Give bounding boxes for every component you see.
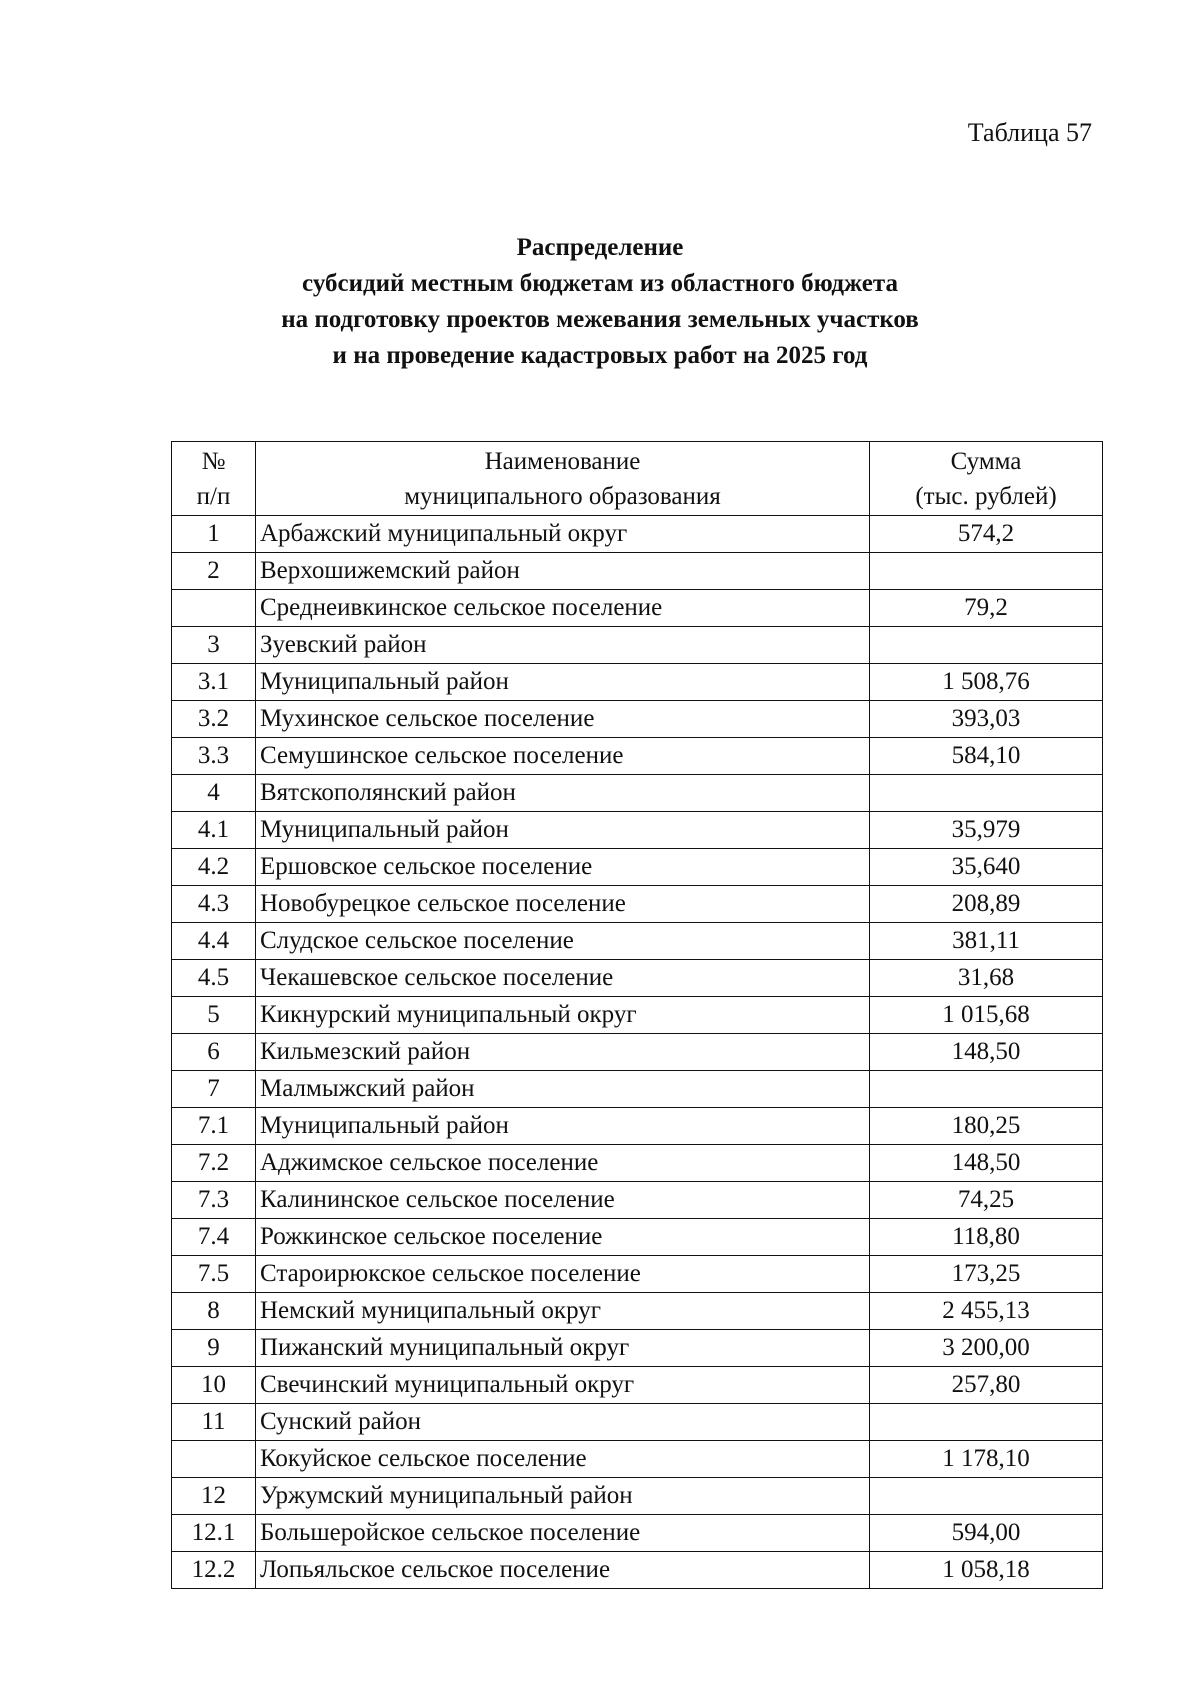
row-name: Муниципальный район <box>256 1108 870 1145</box>
table-row <box>172 1182 1103 1219</box>
row-name: Муниципальный район <box>256 812 870 849</box>
row-number: 3.2 <box>172 701 256 738</box>
row-number <box>172 1441 256 1478</box>
row-name: Пижанский муниципальный округ <box>256 1330 870 1367</box>
row-name: Малмыжский район <box>256 1071 870 1108</box>
row-name: Ершовское сельское поселение <box>256 849 870 886</box>
row-number <box>172 590 256 627</box>
row-sum: 381,11 <box>870 923 1103 960</box>
title-line: на подготовку проектов межевания земельных участков <box>281 306 919 333</box>
row-name: Кикнурский муниципальный округ <box>256 997 870 1034</box>
row-sum: 1 508,76 <box>870 664 1103 701</box>
subsidy-table <box>171 441 1103 1589</box>
table-row <box>172 1034 1103 1071</box>
row-sum: 1 058,18 <box>870 1552 1103 1589</box>
row-name: Уржумский муниципальный район <box>256 1478 870 1515</box>
row-number: 4.3 <box>172 886 256 923</box>
row-name: Аджимское сельское поселение <box>256 1145 870 1182</box>
table-row <box>172 1293 1103 1330</box>
row-sum: 3 200,00 <box>870 1330 1103 1367</box>
row-sum: 173,25 <box>870 1256 1103 1293</box>
row-sum: 35,979 <box>870 812 1103 849</box>
table-row <box>172 627 1103 664</box>
row-name: Мухинское сельское поселение <box>256 701 870 738</box>
table-row <box>172 960 1103 997</box>
table-header-row <box>172 442 1103 516</box>
table-row <box>172 1071 1103 1108</box>
row-name: Семушинское сельское поселение <box>256 738 870 775</box>
row-name: Немский муниципальный округ <box>256 1293 870 1330</box>
row-sum: 148,50 <box>870 1145 1103 1182</box>
row-name: Среднеивкинское сельское поселение <box>256 590 870 627</box>
row-number: 7.3 <box>172 1182 256 1219</box>
row-name: Кокуйское сельское поселение <box>256 1441 870 1478</box>
row-number: 6 <box>172 1034 256 1071</box>
row-name: Новобурецкое сельское поселение <box>256 886 870 923</box>
row-name: Калининское сельское поселение <box>256 1182 870 1219</box>
document-title <box>0 230 1200 374</box>
title-line: и на проведение кадастровых работ на 2025 год <box>332 342 868 369</box>
row-sum: 584,10 <box>870 738 1103 775</box>
table-row <box>172 997 1103 1034</box>
row-name: Верхошижемский район <box>256 553 870 590</box>
row-number: 2 <box>172 553 256 590</box>
row-number: 12.1 <box>172 1515 256 1552</box>
row-number: 5 <box>172 997 256 1034</box>
row-number: 12 <box>172 1478 256 1515</box>
row-name: Староирюкское сельское поселение <box>256 1256 870 1293</box>
row-sum: 1 178,10 <box>870 1441 1103 1478</box>
row-sum: 574,2 <box>870 516 1103 553</box>
table-row <box>172 1478 1103 1515</box>
row-sum <box>870 775 1103 812</box>
row-name: Свечинский муниципальный округ <box>256 1367 870 1404</box>
row-name: Арбажский муниципальный округ <box>256 516 870 553</box>
row-sum <box>870 553 1103 590</box>
table-row <box>172 1108 1103 1145</box>
row-sum: 180,25 <box>870 1108 1103 1145</box>
title-line: Распределение <box>516 234 684 261</box>
header-number-line: № <box>201 447 226 475</box>
table-row <box>172 849 1103 886</box>
row-name: Кильмезский район <box>256 1034 870 1071</box>
header-sum-line: Сумма <box>950 447 1022 475</box>
table-row <box>172 1367 1103 1404</box>
row-sum <box>870 1404 1103 1441</box>
row-number: 7 <box>172 1071 256 1108</box>
row-sum: 35,640 <box>870 849 1103 886</box>
header-name-line: Наименование <box>484 447 641 475</box>
row-number: 3.1 <box>172 664 256 701</box>
row-sum: 74,25 <box>870 1182 1103 1219</box>
table-row <box>172 923 1103 960</box>
header-name-line: муниципального образования <box>404 482 721 510</box>
table-row <box>172 775 1103 812</box>
row-name: Сунский район <box>256 1404 870 1441</box>
row-sum: 594,00 <box>870 1515 1103 1552</box>
row-name: Слудское сельское поселение <box>256 923 870 960</box>
row-sum <box>870 627 1103 664</box>
row-number: 3 <box>172 627 256 664</box>
header-number <box>172 442 256 516</box>
table-row <box>172 664 1103 701</box>
table-row <box>172 1256 1103 1293</box>
header-name <box>256 442 870 516</box>
row-sum: 79,2 <box>870 590 1103 627</box>
row-number: 4 <box>172 775 256 812</box>
row-number: 10 <box>172 1367 256 1404</box>
row-number: 7.5 <box>172 1256 256 1293</box>
table-caption: Таблица 57 <box>967 118 1092 147</box>
row-number: 11 <box>172 1404 256 1441</box>
row-sum <box>870 1071 1103 1108</box>
row-sum: 2 455,13 <box>870 1293 1103 1330</box>
table-row <box>172 1330 1103 1367</box>
row-number: 4.4 <box>172 923 256 960</box>
table-row <box>172 812 1103 849</box>
header-number-line: п/п <box>196 482 231 510</box>
table-row <box>172 738 1103 775</box>
table-row <box>172 886 1103 923</box>
row-name: Муниципальный район <box>256 664 870 701</box>
table-row <box>172 1404 1103 1441</box>
table-row <box>172 516 1103 553</box>
row-number: 4.2 <box>172 849 256 886</box>
row-name: Лопьяльское сельское поселение <box>256 1552 870 1589</box>
table-row <box>172 1441 1103 1478</box>
row-name: Рожкинское сельское поселение <box>256 1219 870 1256</box>
header-sum <box>870 442 1103 516</box>
row-name: Вятскополянский район <box>256 775 870 812</box>
row-number: 4.1 <box>172 812 256 849</box>
row-name: Большеройское сельское поселение <box>256 1515 870 1552</box>
row-number: 4.5 <box>172 960 256 997</box>
row-number: 12.2 <box>172 1552 256 1589</box>
row-number: 3.3 <box>172 738 256 775</box>
header-sum-line: (тыс. рублей) <box>915 482 1057 510</box>
row-sum: 118,80 <box>870 1219 1103 1256</box>
row-sum: 31,68 <box>870 960 1103 997</box>
row-sum: 1 015,68 <box>870 997 1103 1034</box>
row-number: 1 <box>172 516 256 553</box>
table-row <box>172 701 1103 738</box>
table-row <box>172 590 1103 627</box>
title-line: субсидий местным бюджетам из областного бюджета <box>302 270 898 297</box>
row-number: 7.4 <box>172 1219 256 1256</box>
table-row <box>172 1145 1103 1182</box>
table-row <box>172 1552 1103 1589</box>
row-number: 7.1 <box>172 1108 256 1145</box>
table-row <box>172 1219 1103 1256</box>
row-number: 9 <box>172 1330 256 1367</box>
row-sum <box>870 1478 1103 1515</box>
table-body <box>172 516 1103 1589</box>
table-row <box>172 1515 1103 1552</box>
row-sum: 257,80 <box>870 1367 1103 1404</box>
row-name: Зуевский район <box>256 627 870 664</box>
row-sum: 208,89 <box>870 886 1103 923</box>
row-number: 7.2 <box>172 1145 256 1182</box>
row-sum: 393,03 <box>870 701 1103 738</box>
row-sum: 148,50 <box>870 1034 1103 1071</box>
row-number: 8 <box>172 1293 256 1330</box>
table-row <box>172 553 1103 590</box>
row-name: Чекашевское сельское поселение <box>256 960 870 997</box>
